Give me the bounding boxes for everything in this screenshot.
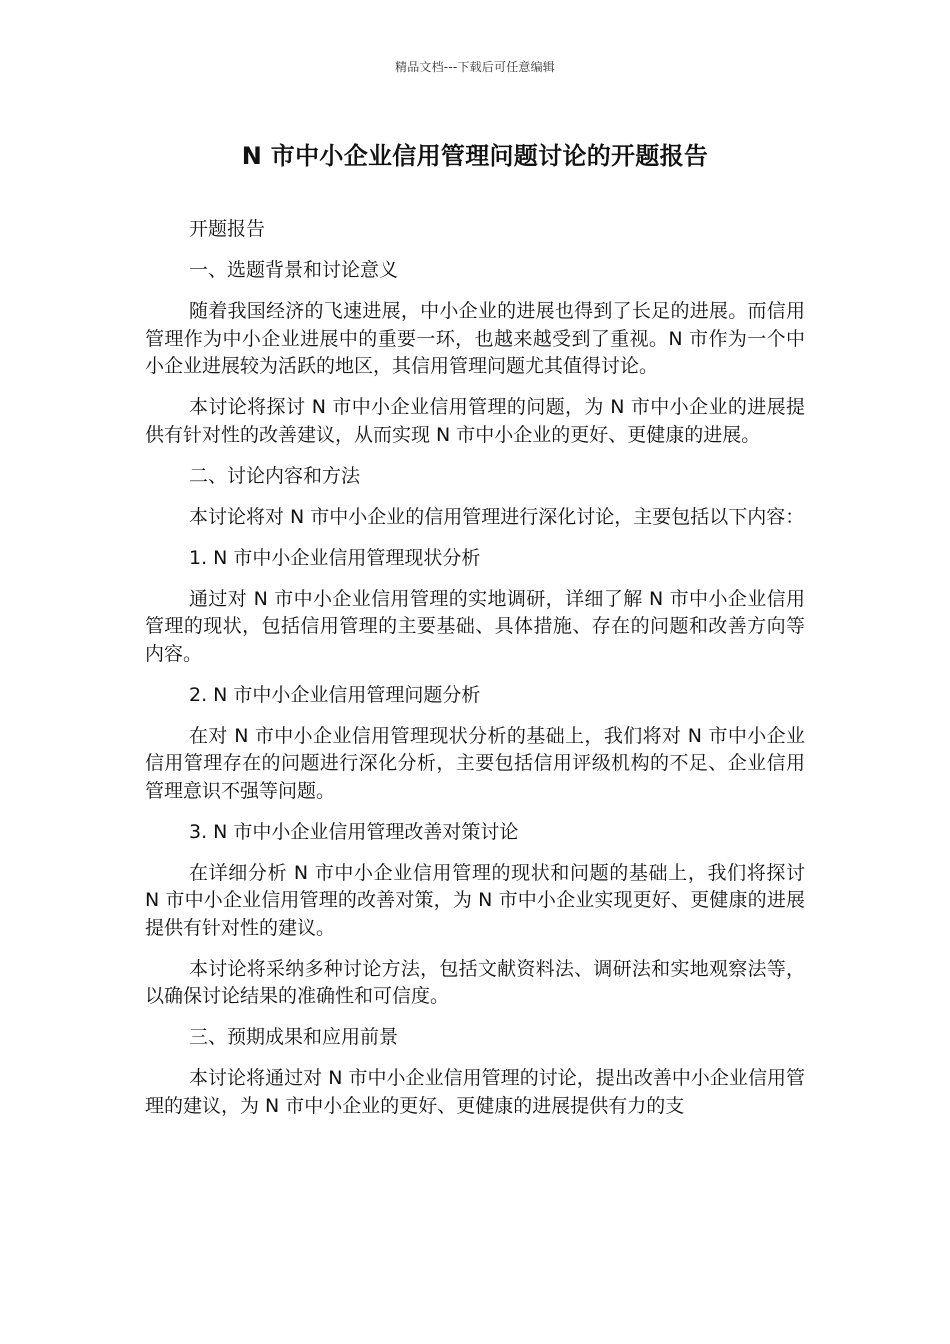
- document-title: N 市中小企业信用管理问题讨论的开题报告: [241, 142, 709, 170]
- section-heading: 一、选题背景和讨论意义: [189, 259, 399, 281]
- section-heading: 三、预期成果和应用前景: [189, 1026, 399, 1048]
- body-paragraph: 本讨论将采纳多种讨论方法，包括文献资料法、调研法和实地观察法等，以确保讨论结果的准确性和可信度。: [145, 957, 805, 1007]
- body-paragraph: 在详细分析 N 市中小企业信用管理的现状和问题的基础上，我们将探讨 N 市中小企业信用管理的改善对策，为 N 市中小企业实现更好、更健康的进展提供有针对性的建议。: [145, 861, 805, 939]
- body-paragraph: 在对 N 市中小企业信用管理现状分析的基础上，我们将对 N 市中小企业信用管理存在的问题进行深化分析，主要包括信用评级机构的不足、企业信用管理意识不强等问题。: [145, 724, 805, 802]
- section-heading: 二、讨论内容和方法: [189, 464, 361, 487]
- subsection-heading: 3. N 市中小企业信用管理改善对策讨论: [189, 820, 519, 843]
- subsection-heading: 2. N 市中小企业信用管理问题分析: [189, 683, 481, 706]
- body-paragraph: 本讨论将探讨 N 市中小企业信用管理的问题，为 N 市中小企业的进展提供有针对性的改善建议，从而实现 N 市中小企业的更好、更健康的进展。: [145, 396, 805, 446]
- body-paragraph: 通过对 N 市中小企业信用管理的实地调研，详细了解 N 市中小企业信用管理的现状，包括信用管理的主要基础、具体措施、存在的问题和改善方向等内容。: [145, 587, 805, 665]
- header-note: 精品文档---下载后可任意编辑: [395, 60, 555, 74]
- document-body: [145, 216, 805, 1120]
- body-paragraph: 本讨论将对 N 市中小企业的信用管理进行深化讨论，主要包括以下内容：: [189, 505, 805, 528]
- subsection-heading: 1. N 市中小企业信用管理现状分析: [189, 546, 481, 569]
- section-label: 开题报告: [189, 218, 266, 240]
- body-paragraph: 随着我国经济的飞速进展，中小企业的进展也得到了长足的进展。而信用管理作为中小企业进展中的重要一环，也越来越受到了重视。N 市作为一个中小企业进展较为活跃的地区，其信用管理问题尤其值得讨论。: [145, 300, 805, 377]
- body-paragraph: 本讨论将通过对 N 市中小企业信用管理的讨论，提出改善中小企业信用管理的建议，为 N 市中小企业的更好、更健康的进展提供有力的支: [145, 1067, 805, 1117]
